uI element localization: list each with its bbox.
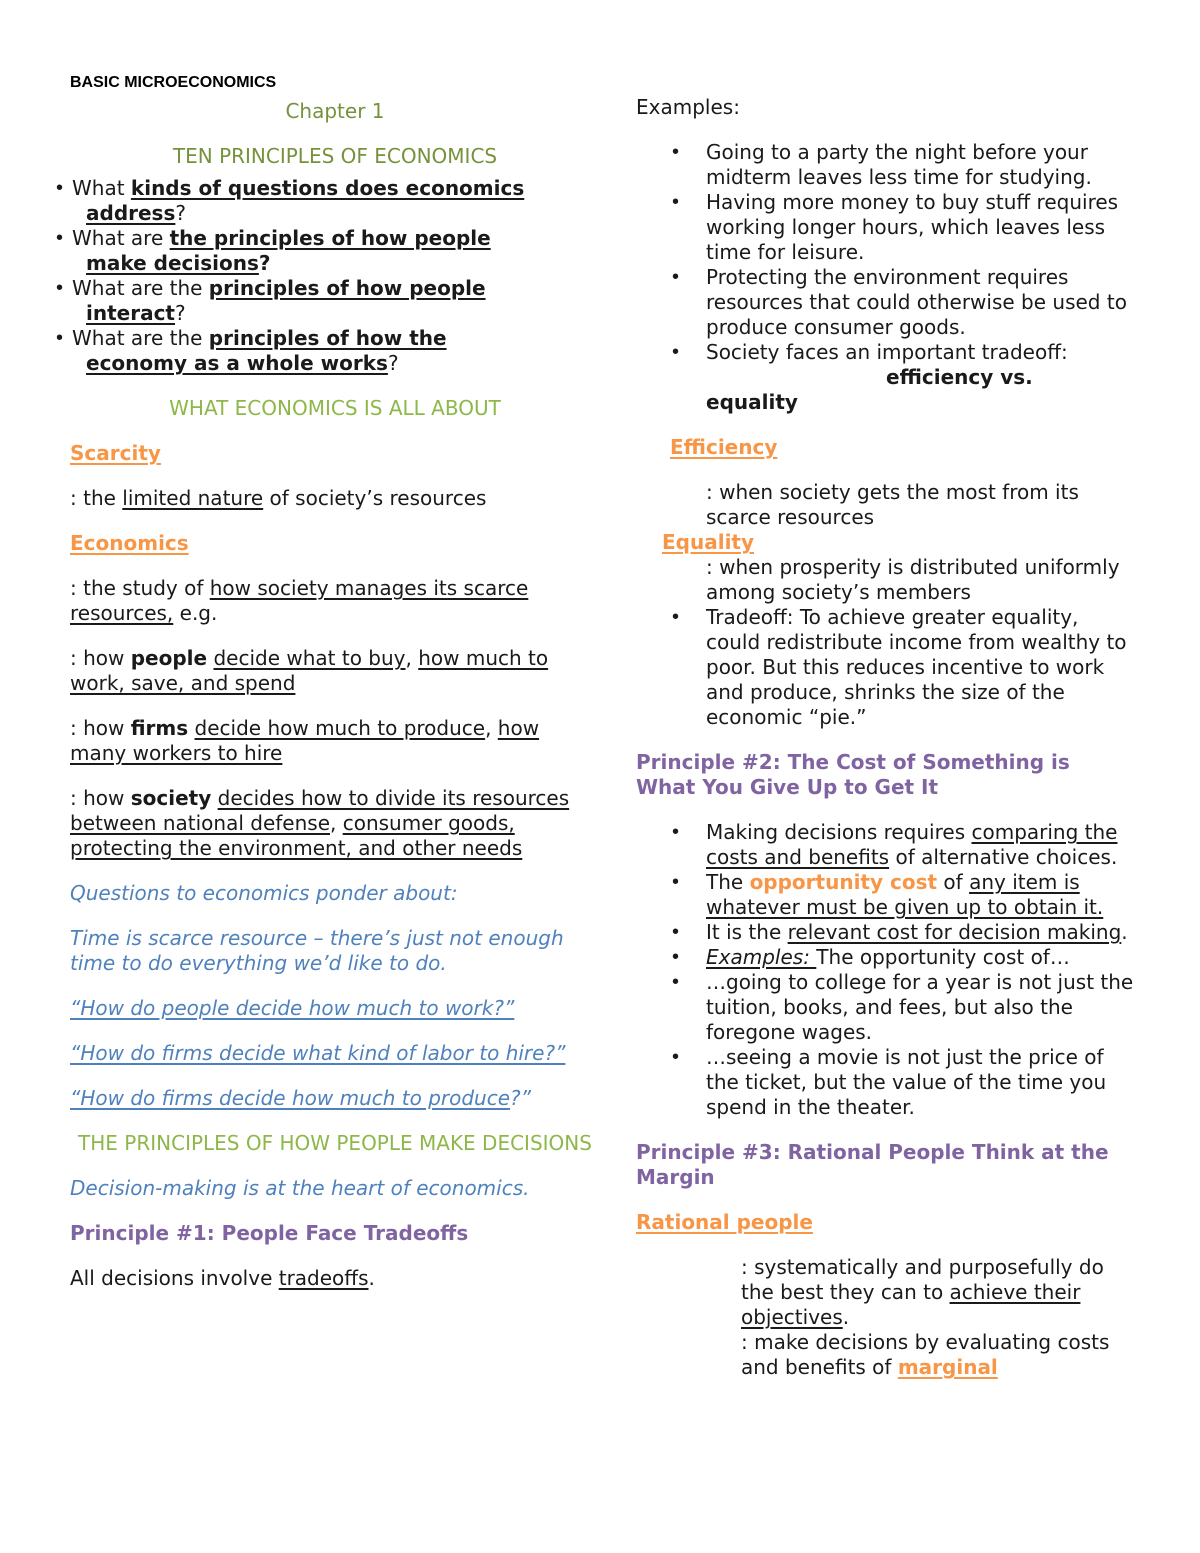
chapter-label: Chapter 1	[285, 99, 385, 123]
ponder-question-labor: “How do firms decide what kind of labor to hire?”	[70, 1041, 566, 1065]
ponder-intro: Questions to economics ponder about:	[70, 881, 458, 905]
list-item: • What kinds of questions does economics address?	[56, 176, 600, 226]
ponder-question-produce: “How do firms decide how much to produce?”	[70, 1086, 532, 1110]
principle-3-heading: Principle #3: Rational People Think at the Margin	[636, 1140, 1109, 1189]
question-list	[56, 176, 600, 376]
section-heading: WHAT ECONOMICS IS ALL ABOUT	[169, 396, 501, 420]
list-item: • Going to a party the night before your midterm leaves less time for studying.	[636, 140, 1136, 190]
page-title: TEN PRINCIPLES OF ECONOMICS	[172, 144, 498, 168]
definition-equality: : when prosperity is distributed uniformly among society’s members	[706, 555, 1120, 604]
ponder-question-work: “How do people decide how much to work?”	[70, 996, 515, 1020]
definition-rational-2: : make decisions by evaluating costs and benefits of marginal	[741, 1330, 1110, 1379]
left-column	[70, 73, 600, 1291]
right-column	[636, 73, 1136, 1380]
examples-label: Examples:	[636, 95, 740, 119]
decision-heart: Decision-making is at the heart of economics.	[70, 1176, 530, 1200]
example-firms: : how firms decide how much to produce, how many workers to hire	[70, 716, 540, 765]
principle-2-list	[636, 820, 1136, 1120]
list-item: • Society faces an important tradeoff: efficiency vs. equality	[636, 340, 1136, 415]
term-efficiency: Efficiency	[670, 435, 778, 459]
definition-scarcity: : the limited nature of society’s resources	[70, 486, 487, 510]
definition-efficiency: : when society gets the most from its scarce resources	[706, 480, 1079, 529]
term-economics: Economics	[70, 531, 189, 555]
list-item: • Protecting the environment requires resources that could otherwise be used to produce consumer goods.	[636, 265, 1136, 340]
section-heading: THE PRINCIPLES OF HOW PEOPLE MAKE DECISIONS	[78, 1131, 592, 1155]
example-society: : how society decides how to divide its resources between national defense, consumer goods, protecting the environment, and other needs	[70, 786, 570, 860]
list-item: • Making decisions requires comparing the costs and benefits of alternative choices.	[636, 820, 1136, 870]
list-item: • What are the principles of how people make decisions?	[56, 226, 600, 276]
term-scarcity: Scarcity	[70, 441, 161, 465]
list-item: • Tradeoff: To achieve greater equality, could redistribute income from wealthy to poor. But this reduces incentive to work and produce, shrinks the size of the economic “pie.”	[636, 605, 1136, 730]
document-title: BASIC MICROECONOMICS	[70, 74, 277, 91]
list-item: • The opportunity cost of any item is whatever must be given up to obtain it.	[636, 870, 1136, 920]
list-item: • What are the principles of how people interact?	[56, 276, 600, 326]
definition-rational-1: : systematically and purposefully do the best they can to achieve their objectives.	[741, 1255, 1104, 1329]
principle-1-heading: Principle #1: People Face Tradeoffs	[70, 1221, 469, 1245]
list-item: • …seeing a movie is not just the price of the ticket, but the value of the time you spend in the theater.	[636, 1045, 1136, 1120]
examples-list	[636, 140, 1136, 415]
list-item: • Examples: The opportunity cost of…	[636, 945, 1136, 970]
principle-2-heading: Principle #2: The Cost of Something is What You Give Up to Get It	[636, 750, 1070, 799]
example-people: : how people decide what to buy, how much to work, save, and spend	[70, 646, 549, 695]
definition-economics: : the study of how society manages its scarce resources, e.g.	[70, 576, 529, 625]
ponder-time: Time is scarce resource – there’s just not enough time to do everything we’d like to do.	[70, 926, 564, 975]
equality-list	[636, 605, 1136, 730]
term-rational-people: Rational people	[636, 1210, 813, 1234]
term-equality: Equality	[662, 530, 755, 554]
list-item: • What are the principles of how the economy as a whole works?	[56, 326, 600, 376]
list-item: • It is the relevant cost for decision making.	[636, 920, 1136, 945]
list-item: • Having more money to buy stuff requires working longer hours, which leaves less time for leisure.	[636, 190, 1136, 265]
tradeoffs-statement: All decisions involve tradeoffs.	[70, 1266, 375, 1290]
list-item: • …going to college for a year is not just the tuition, books, and fees, but also the foregone wages.	[636, 970, 1136, 1045]
